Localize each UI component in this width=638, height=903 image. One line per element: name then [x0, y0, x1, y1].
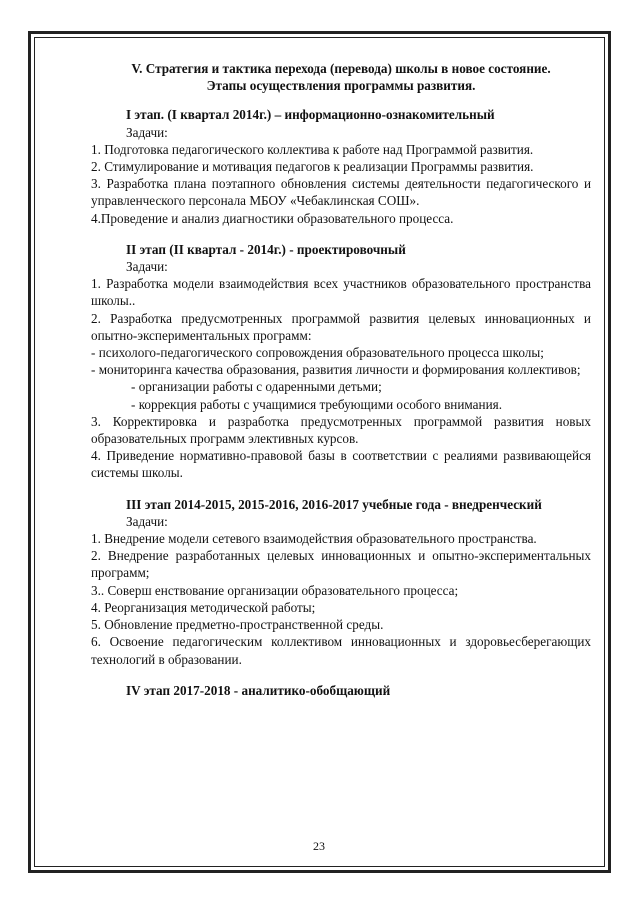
- stage-3-item-6: 6. Освоение педагогическим коллективом инновационных и здоровьесберегающих технологий в образовании.: [91, 634, 591, 667]
- stage-2-item-3: 3. Корректировка и разработка предусмотренных программой развития новых образовательных программ элективных курсов.: [91, 413, 591, 447]
- stage-2-item-2: 2. Разработка предусмотренных программой развития целевых инновационных и опытно-экспериментальных программ:: [91, 310, 591, 343]
- stage-2-subitem-1: - психолого-педагогического сопровождения образовательного процесса школы;: [91, 345, 544, 361]
- stage-3-tasks-label: Задачи:: [126, 513, 168, 529]
- stage-2-item-1: 1. Разработка модели взаимодействия всех участников образовательного пространства школы..: [91, 276, 591, 309]
- stage-3-item-2: 2. Внедрение разработанных целевых инновационных и опытно-экспериментальных программ;: [91, 548, 591, 581]
- stage-2-heading: II этап (II квартал - 2014г.) - проектировочный: [126, 241, 406, 257]
- page-number: 23: [313, 839, 325, 853]
- stage-3-item-3: 3.. Соверш енствование организации образовательного процесса;: [91, 582, 459, 598]
- stage-1-item-1: 1. Подготовка педагогического коллектива к работе над Программой развития.: [91, 141, 534, 157]
- section-subtitle: Этапы осуществления программы развития.: [206, 78, 476, 94]
- stage-2-tasks-label: Задачи:: [126, 259, 168, 275]
- stage-1-tasks-label: Задачи:: [126, 124, 168, 140]
- stage-3-item-5: 5. Обновление предметно-пространственной среды.: [91, 617, 384, 633]
- stage-1-heading: I этап. (I квартал 2014г.) – информационно-ознакомительный: [126, 107, 495, 123]
- section-title: V. Стратегия и тактика перехода (перевода) школы в новое состояние.: [131, 61, 551, 76]
- stage-4-heading: IV этап 2017-2018 - аналитико-обобщающий: [126, 682, 391, 698]
- stage-1-item-4: 4.Проведение и анализ диагностики образовательного процесса.: [91, 210, 454, 226]
- stage-2-subitem-3: - организации работы с одаренными детьми;: [131, 379, 382, 395]
- stage-2-subitem-4: - коррекция работы с учащимися требующими особого внимания.: [131, 396, 503, 412]
- stage-3-item-4: 4. Реорганизация методической работы;: [91, 599, 316, 615]
- stage-3-heading: III этап 2014-2015, 2015-2016, 2016-2017 учебные года - внедренческий: [126, 496, 542, 512]
- stage-2-subitem-2: - мониторинга качества образования, развития личности и формирования коллективов;: [91, 362, 581, 378]
- stage-1-item-3: 3. Разработка плана поэтапного обновления системы деятельности педагогического и управленческого персонала МБОУ «Чебаклинская СОШ».: [91, 176, 591, 209]
- stage-2-item-4: 4. Приведение нормативно-правовой базы в соответствии с реалиями развивающейся системы школы.: [91, 448, 591, 481]
- stage-1-item-2: 2. Стимулирование и мотивация педагогов к реализации Программы развития.: [91, 159, 534, 175]
- stage-3-item-1: 1. Внедрение модели сетевого взаимодействия образовательного пространства.: [91, 531, 537, 547]
- document-body: [91, 60, 591, 699]
